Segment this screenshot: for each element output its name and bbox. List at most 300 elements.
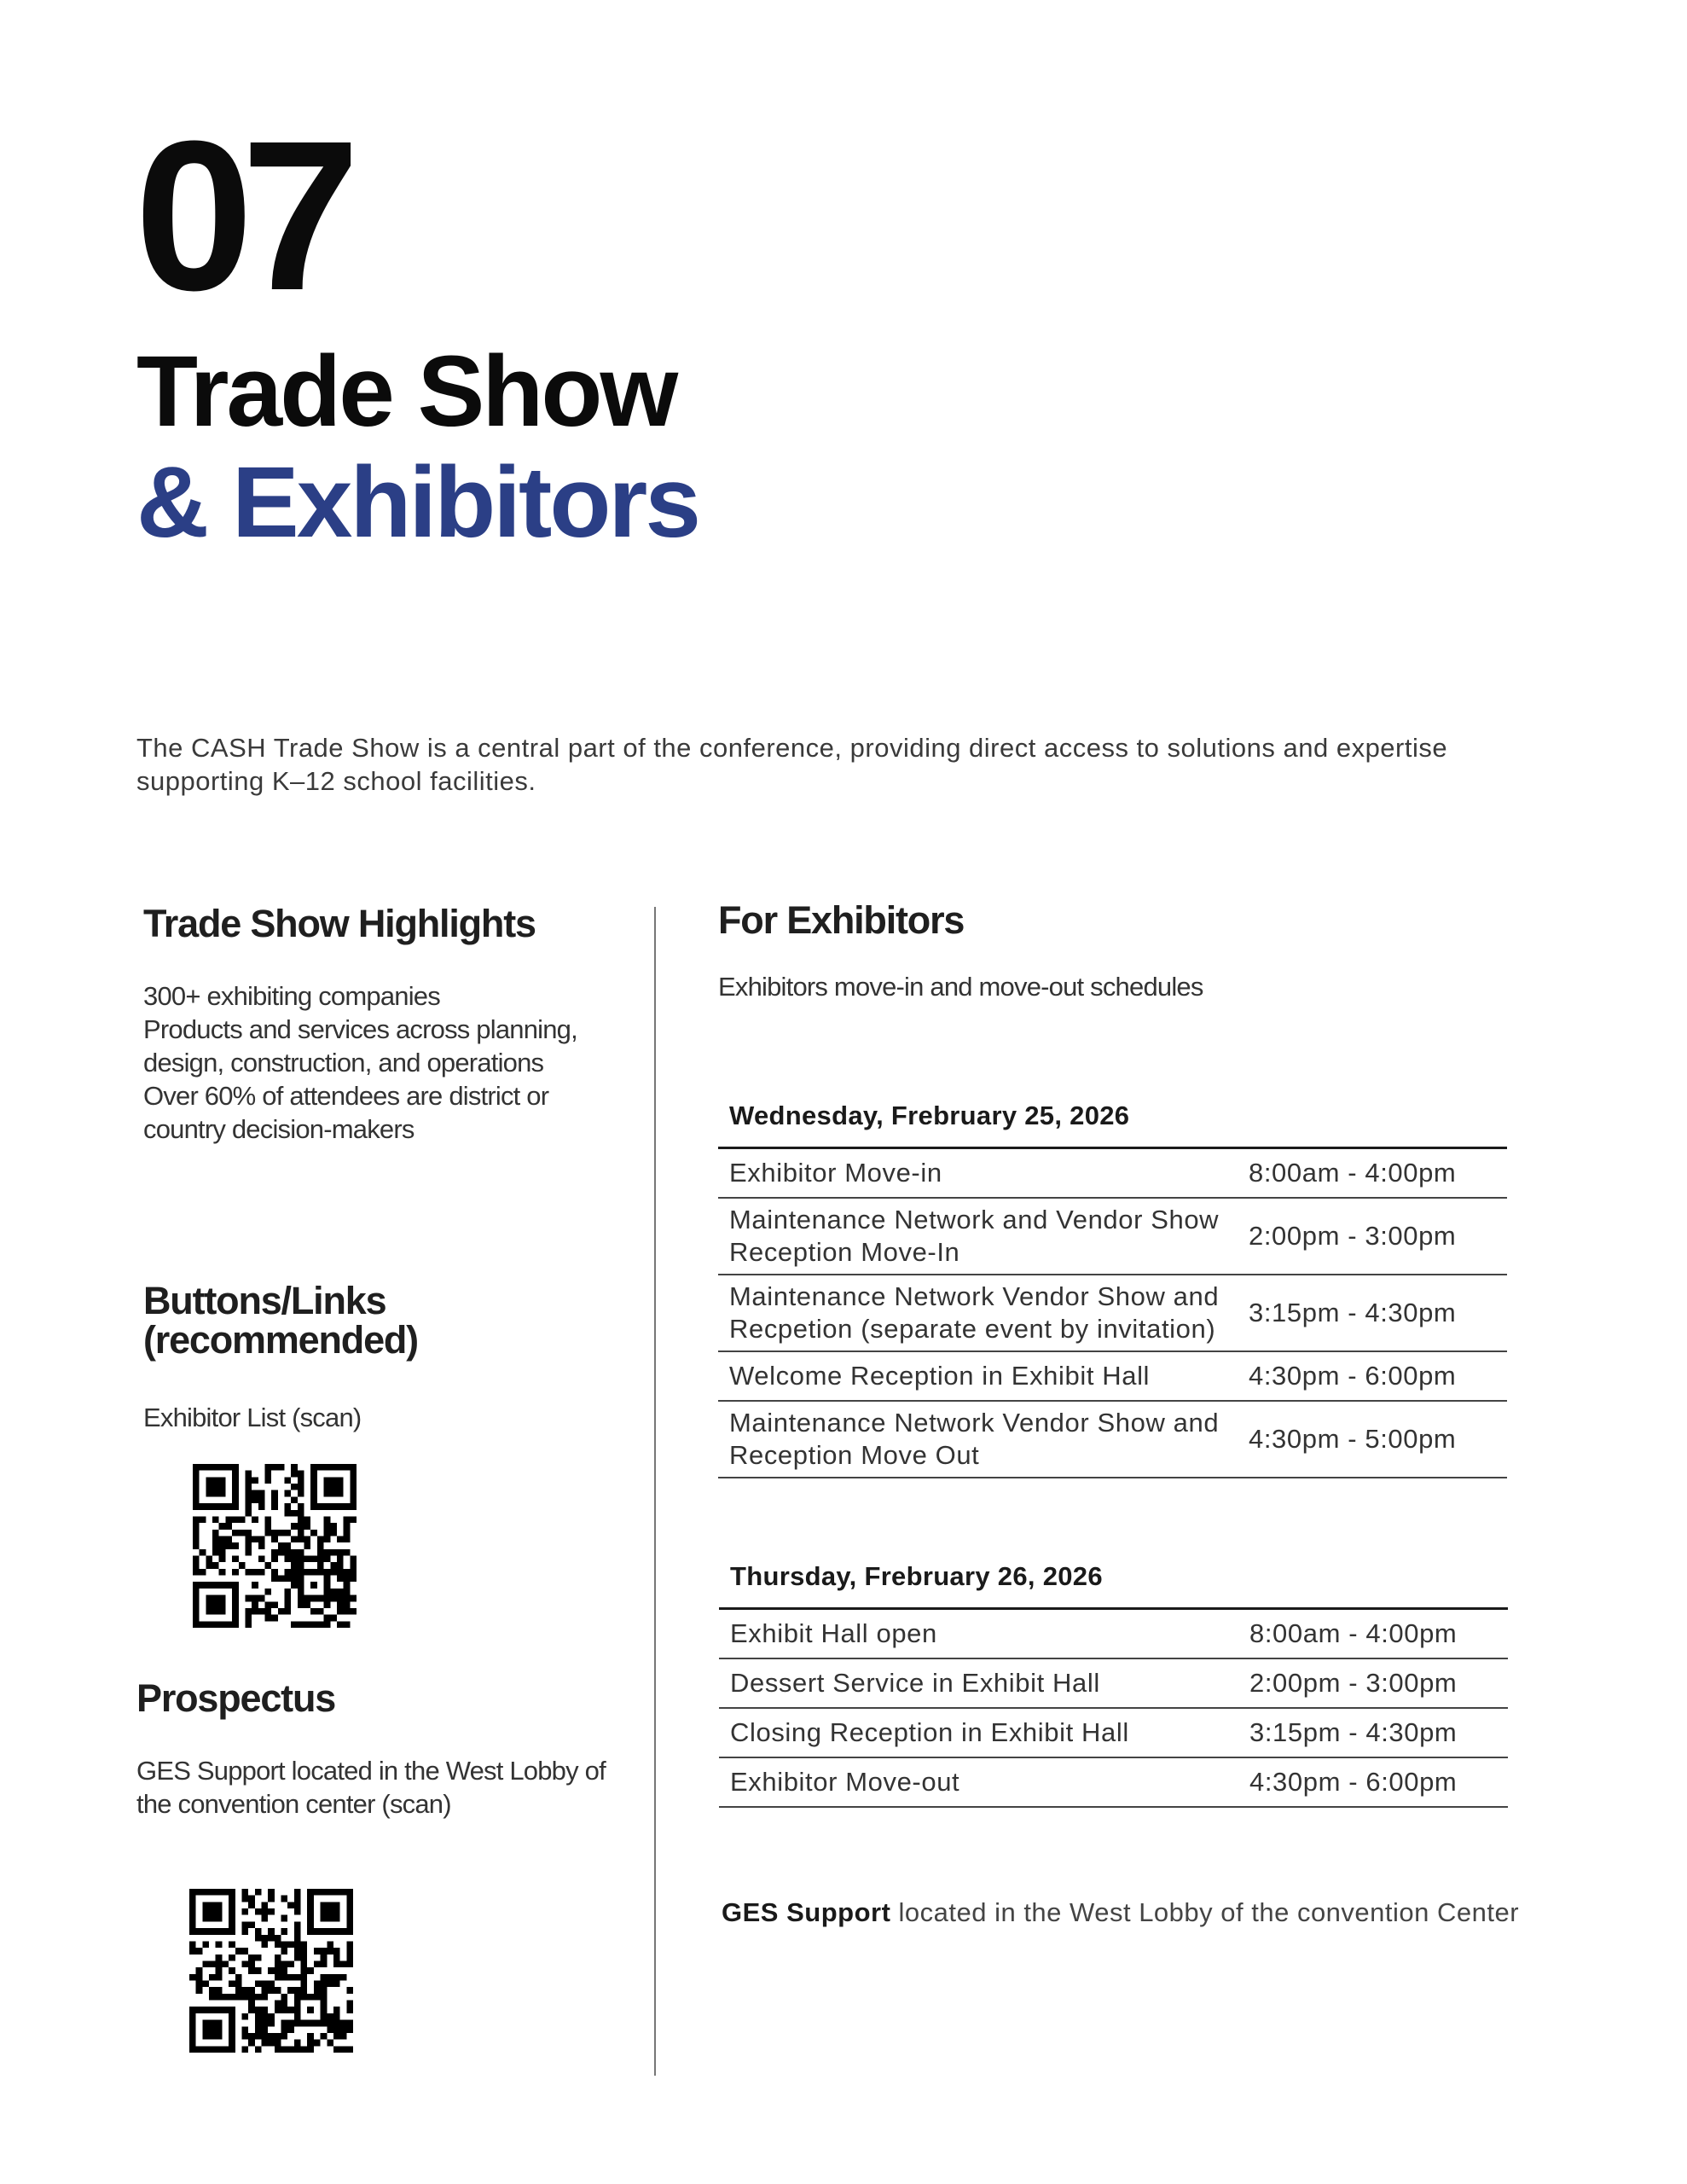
qr-module bbox=[248, 2007, 255, 2013]
qr-module bbox=[291, 1536, 298, 1542]
qr-module bbox=[196, 2007, 203, 2013]
qr-module bbox=[310, 1621, 317, 1628]
qr-module bbox=[202, 1981, 209, 1988]
qr-module bbox=[333, 2046, 340, 2053]
qr-module bbox=[307, 2046, 314, 2053]
qr-module bbox=[337, 1464, 344, 1471]
qr-module bbox=[264, 1589, 271, 1595]
qr-module bbox=[333, 2020, 340, 2027]
qr-module bbox=[294, 2046, 301, 2053]
qr-module bbox=[219, 1621, 226, 1628]
qr-module bbox=[193, 1556, 200, 1563]
qr-module bbox=[232, 1490, 239, 1497]
qr-module bbox=[285, 1490, 292, 1497]
qr-module bbox=[229, 2033, 235, 2040]
qr-module bbox=[346, 2026, 353, 2033]
qr-module bbox=[271, 1601, 278, 1608]
qr-module bbox=[291, 1556, 298, 1563]
qr-module bbox=[264, 1530, 271, 1536]
qr-module bbox=[245, 1595, 252, 1602]
qr-module bbox=[245, 1477, 252, 1484]
qr-module bbox=[245, 1549, 252, 1556]
qr-module bbox=[346, 1889, 353, 1896]
qr-module bbox=[298, 1601, 304, 1608]
qr-module bbox=[346, 2007, 353, 2013]
qr-module bbox=[258, 1569, 265, 1576]
qr-module bbox=[327, 2013, 333, 2020]
qr-module bbox=[245, 1490, 252, 1497]
qr-module bbox=[255, 2033, 262, 2040]
qr-module bbox=[189, 1948, 196, 1955]
qr-module bbox=[219, 1503, 226, 1510]
qr-module bbox=[275, 1941, 281, 1948]
qr-module bbox=[301, 1974, 308, 1981]
qr-module bbox=[304, 1542, 311, 1549]
qr-module bbox=[281, 1948, 288, 1955]
event-cell: Maintenance Network Vendor Show and Recpetion (separate event by invitation) bbox=[718, 1275, 1238, 1351]
qr-module bbox=[344, 1589, 351, 1595]
qr-module bbox=[321, 1948, 328, 1955]
qr-module bbox=[281, 1967, 288, 1974]
qr-module bbox=[294, 1908, 301, 1915]
qr-module bbox=[287, 2046, 294, 2053]
qr-module bbox=[301, 2020, 308, 2027]
qr-module bbox=[285, 1549, 292, 1556]
qr-module bbox=[229, 2020, 235, 2027]
qr-module bbox=[216, 1928, 223, 1935]
qr-module bbox=[189, 1974, 196, 1981]
qr-module bbox=[337, 1601, 344, 1608]
time-cell: 2:00pm - 3:00pm bbox=[1238, 1658, 1508, 1708]
qr-module bbox=[285, 1595, 292, 1602]
qr-module bbox=[307, 1896, 314, 1902]
qr-module bbox=[344, 1464, 351, 1471]
qr-module bbox=[193, 1615, 200, 1622]
qr-module bbox=[209, 2026, 216, 2033]
qr-module bbox=[193, 1464, 200, 1471]
qr-module bbox=[330, 1523, 337, 1530]
event-cell: Exhibitor Move-in bbox=[718, 1148, 1238, 1198]
qr-module bbox=[314, 1889, 321, 1896]
schedule-date-wednesday: Wednesday, Frebruary 25, 2026 bbox=[729, 1101, 1130, 1130]
qr-module bbox=[275, 2040, 281, 2047]
qr-module bbox=[229, 1908, 235, 1915]
time-cell: 2:00pm - 3:00pm bbox=[1238, 1198, 1507, 1275]
qr-module bbox=[232, 1503, 239, 1510]
qr-module bbox=[219, 1477, 226, 1484]
qr-module bbox=[285, 1542, 292, 1549]
time-cell: 4:30pm - 5:00pm bbox=[1238, 1401, 1507, 1478]
qr-module bbox=[255, 1889, 262, 1896]
qr-module bbox=[298, 1510, 304, 1517]
qr-module bbox=[350, 1496, 357, 1503]
qr-module bbox=[206, 1556, 212, 1563]
qr-module bbox=[324, 1621, 331, 1628]
qr-module bbox=[324, 1595, 331, 1602]
qr-module bbox=[337, 1484, 344, 1490]
qr-module bbox=[271, 1549, 278, 1556]
qr-module bbox=[275, 2007, 281, 2013]
qr-module bbox=[344, 1536, 351, 1542]
qr-module bbox=[301, 1981, 308, 1988]
qr-module bbox=[291, 1621, 298, 1628]
qr-module bbox=[310, 1490, 317, 1497]
qr-module bbox=[196, 1889, 203, 1896]
qr-module bbox=[314, 1948, 321, 1955]
qr-module bbox=[219, 1490, 226, 1497]
qr-module bbox=[229, 1896, 235, 1902]
qr-module bbox=[252, 1536, 258, 1542]
qr-module bbox=[229, 1921, 235, 1928]
qr-module bbox=[324, 1601, 331, 1608]
qr-module bbox=[307, 1994, 314, 2001]
qr-module bbox=[264, 1477, 271, 1484]
qr-module bbox=[327, 1902, 333, 1908]
qr-module bbox=[229, 1928, 235, 1935]
qr-module bbox=[298, 1595, 304, 1602]
qr-module bbox=[232, 1516, 239, 1523]
qr-module bbox=[248, 2033, 255, 2040]
qr-module bbox=[317, 1556, 324, 1563]
qr-module bbox=[310, 1556, 317, 1563]
qr-module bbox=[294, 1994, 301, 2001]
qr-module bbox=[310, 1471, 317, 1478]
qr-module bbox=[287, 2020, 294, 2027]
qr-module bbox=[271, 1556, 278, 1563]
qr-module bbox=[285, 1530, 292, 1536]
qr-module bbox=[324, 1615, 331, 1622]
qr-module bbox=[344, 1621, 351, 1628]
qr-module bbox=[193, 1516, 200, 1523]
qr-module bbox=[264, 1464, 271, 1471]
qr-module bbox=[346, 1915, 353, 1922]
qr-module bbox=[222, 1889, 229, 1896]
qr-module bbox=[206, 1601, 212, 1608]
qr-module bbox=[235, 1974, 242, 1981]
qr-module bbox=[189, 1889, 196, 1896]
qr-module bbox=[261, 1987, 268, 1994]
qr-module bbox=[229, 2040, 235, 2047]
qr-module bbox=[196, 1967, 203, 1974]
qr-module bbox=[212, 1536, 219, 1542]
qr-module bbox=[209, 1987, 216, 1994]
qr-module bbox=[344, 1516, 351, 1523]
qr-module bbox=[291, 1510, 298, 1517]
qr-module bbox=[327, 1889, 333, 1896]
event-cell: Exhibit Hall open bbox=[719, 1609, 1238, 1658]
column-divider bbox=[654, 907, 656, 2076]
qr-module bbox=[268, 1896, 275, 1902]
qr-module bbox=[225, 1582, 232, 1589]
qr-module bbox=[202, 2046, 209, 2053]
qr-module bbox=[307, 1902, 314, 1908]
qr-module bbox=[346, 1921, 353, 1928]
time-cell: 3:15pm - 4:30pm bbox=[1238, 1708, 1508, 1757]
qr-module bbox=[206, 1490, 212, 1497]
qr-module bbox=[330, 1549, 337, 1556]
qr-module bbox=[232, 1601, 239, 1608]
qr-module bbox=[212, 1549, 219, 1556]
qr-module bbox=[327, 1928, 333, 1935]
qr-module bbox=[189, 1902, 196, 1908]
qr-module bbox=[275, 2033, 281, 2040]
qr-module bbox=[275, 1987, 281, 1994]
schedule-date-thursday: Thursday, Frebruary 26, 2026 bbox=[730, 1561, 1103, 1591]
qr-module bbox=[229, 1994, 235, 2001]
qr-module bbox=[229, 2026, 235, 2033]
qr-module bbox=[294, 1974, 301, 1981]
qr-module bbox=[229, 1955, 235, 1961]
qr-module bbox=[225, 1464, 232, 1471]
qr-module bbox=[258, 1542, 265, 1549]
qr-module bbox=[291, 1582, 298, 1589]
qr-module bbox=[291, 1576, 298, 1583]
ges-support-label: GES Support bbox=[722, 1897, 891, 1927]
qr-module bbox=[321, 2007, 328, 2013]
qr-module bbox=[202, 1915, 209, 1922]
qr-module bbox=[287, 1941, 294, 1948]
qr-module bbox=[350, 1595, 357, 1602]
qr-module bbox=[222, 1960, 229, 1967]
qr-module bbox=[340, 2020, 347, 2027]
qr-module bbox=[193, 1536, 200, 1542]
qr-module bbox=[324, 1503, 331, 1510]
qr-module bbox=[229, 1941, 235, 1948]
qr-module bbox=[291, 1496, 298, 1503]
qr-module bbox=[291, 1471, 298, 1478]
qr-module bbox=[200, 1549, 206, 1556]
qr-module bbox=[189, 1928, 196, 1935]
qr-module bbox=[193, 1542, 200, 1549]
qr-module bbox=[232, 1582, 239, 1589]
qr-module bbox=[346, 1941, 353, 1948]
qr-module bbox=[324, 1477, 331, 1484]
qr-module bbox=[344, 1549, 351, 1556]
qr-module bbox=[301, 1987, 308, 1994]
qr-module bbox=[330, 1615, 337, 1622]
qr-module bbox=[344, 1576, 351, 1583]
qr-module bbox=[245, 1484, 252, 1490]
qr-module bbox=[202, 1941, 209, 1948]
qr-module bbox=[307, 1908, 314, 1915]
qr-module bbox=[209, 1974, 216, 1981]
qr-module bbox=[216, 1902, 223, 1908]
qr-module bbox=[333, 1908, 340, 1915]
qr-module bbox=[324, 1530, 331, 1536]
qr-module bbox=[219, 1523, 226, 1530]
qr-module bbox=[235, 1994, 242, 2001]
qr-module bbox=[340, 1928, 347, 1935]
qr-module bbox=[209, 2020, 216, 2027]
qr-module bbox=[219, 1608, 226, 1615]
qr-module bbox=[281, 2001, 288, 2007]
table-row bbox=[719, 1757, 1508, 1807]
qr-module bbox=[189, 2040, 196, 2047]
qr-module bbox=[225, 1542, 232, 1549]
qr-module bbox=[346, 1955, 353, 1961]
qr-module bbox=[248, 1921, 255, 1928]
qr-module bbox=[324, 1576, 331, 1583]
qr-module bbox=[287, 1960, 294, 1967]
qr-module bbox=[212, 1542, 219, 1549]
qr-module bbox=[321, 1915, 328, 1922]
qr-module bbox=[301, 1967, 308, 1974]
qr-module bbox=[307, 2007, 314, 2013]
qr-module bbox=[261, 1935, 268, 1942]
qr-module bbox=[245, 1471, 252, 1478]
qr-module bbox=[317, 1464, 324, 1471]
qr-module bbox=[209, 2033, 216, 2040]
qr-module bbox=[350, 1477, 357, 1484]
qr-module bbox=[317, 1536, 324, 1542]
event-cell: Dessert Service in Exhibit Hall bbox=[719, 1658, 1238, 1708]
qr-module bbox=[202, 1928, 209, 1935]
qr-module bbox=[278, 1530, 285, 1536]
qr-module bbox=[330, 1464, 337, 1471]
qr-module bbox=[275, 1974, 281, 1981]
qr-module bbox=[281, 1915, 288, 1922]
qr-module bbox=[307, 1889, 314, 1896]
qr-module bbox=[212, 1595, 219, 1602]
qr-module bbox=[193, 1471, 200, 1478]
qr-module bbox=[189, 2026, 196, 2033]
qr-module bbox=[219, 1556, 226, 1563]
for-exhibitors-subheading: Exhibitors move-in and move-out schedules bbox=[718, 972, 1203, 1002]
qr-module bbox=[304, 1601, 311, 1608]
qr-module bbox=[241, 2026, 248, 2033]
qr-module bbox=[245, 1608, 252, 1615]
qr-module bbox=[350, 1516, 357, 1523]
qr-module bbox=[281, 2020, 288, 2027]
qr-module bbox=[344, 1523, 351, 1530]
qr-module bbox=[287, 2026, 294, 2033]
table-row bbox=[718, 1198, 1507, 1275]
qr-module bbox=[222, 1994, 229, 2001]
qr-module bbox=[310, 1608, 317, 1615]
qr-module bbox=[344, 1569, 351, 1576]
qr-module bbox=[330, 1484, 337, 1490]
qr-module bbox=[241, 1889, 248, 1896]
qr-module bbox=[229, 1915, 235, 1922]
qr-module bbox=[239, 1562, 246, 1569]
qr-module bbox=[314, 1987, 321, 1994]
qr-module bbox=[291, 1569, 298, 1576]
qr-module bbox=[307, 1921, 314, 1928]
qr-module bbox=[268, 1935, 275, 1942]
qr-module bbox=[278, 1549, 285, 1556]
qr-module bbox=[350, 1503, 357, 1510]
qr-module bbox=[209, 1915, 216, 1922]
qr-module bbox=[212, 1530, 219, 1536]
qr-module bbox=[327, 1941, 333, 1948]
qr-module bbox=[294, 2001, 301, 2007]
qr-module bbox=[189, 1941, 196, 1948]
qr-module bbox=[321, 2001, 328, 2007]
qr-module bbox=[225, 1536, 232, 1542]
qr-module bbox=[281, 2033, 288, 2040]
qr-module bbox=[301, 2046, 308, 2053]
qr-module bbox=[346, 1896, 353, 1902]
qr-module bbox=[232, 1542, 239, 1549]
time-cell: 3:15pm - 4:30pm bbox=[1238, 1275, 1507, 1351]
exhibitor-list-qr-code[interactable] bbox=[193, 1464, 357, 1628]
qr-module bbox=[209, 2046, 216, 2053]
qr-module bbox=[337, 1621, 344, 1628]
qr-module bbox=[232, 1615, 239, 1622]
qr-module bbox=[337, 1536, 344, 1542]
qr-module bbox=[344, 1582, 351, 1589]
qr-module bbox=[232, 1569, 239, 1576]
qr-module bbox=[337, 1562, 344, 1569]
qr-module bbox=[200, 1569, 206, 1576]
qr-module bbox=[216, 2026, 223, 2033]
qr-module bbox=[196, 1987, 203, 1994]
qr-module bbox=[252, 1496, 258, 1503]
qr-module bbox=[196, 2046, 203, 2053]
qr-module bbox=[212, 1621, 219, 1628]
qr-module bbox=[258, 1503, 265, 1510]
qr-module bbox=[222, 2007, 229, 2013]
qr-module bbox=[261, 2040, 268, 2047]
qr-module bbox=[281, 2026, 288, 2033]
qr-module bbox=[294, 2040, 301, 2047]
qr-module bbox=[193, 1589, 200, 1595]
qr-module bbox=[239, 1530, 246, 1536]
qr-module bbox=[350, 1556, 357, 1563]
qr-module bbox=[304, 1569, 311, 1576]
qr-module bbox=[298, 1589, 304, 1595]
qr-module bbox=[216, 1908, 223, 1915]
qr-module bbox=[285, 1556, 292, 1563]
ges-support-note bbox=[722, 1896, 1523, 1929]
qr-module bbox=[324, 1484, 331, 1490]
table-row bbox=[718, 1148, 1507, 1198]
qr-module bbox=[294, 1921, 301, 1928]
qr-module bbox=[294, 1928, 301, 1935]
qr-module bbox=[310, 1503, 317, 1510]
qr-module bbox=[193, 1562, 200, 1569]
qr-module bbox=[245, 1530, 252, 1536]
event-cell: Maintenance Network Vendor Show and Reception Move Out bbox=[718, 1401, 1238, 1478]
qr-module bbox=[310, 1582, 317, 1589]
qr-module bbox=[241, 1960, 248, 1967]
qr-module bbox=[264, 1516, 271, 1523]
qr-module bbox=[285, 1510, 292, 1517]
chapter-number: 07 bbox=[135, 96, 349, 334]
prospectus-qr-code[interactable] bbox=[189, 1889, 353, 2053]
time-cell: 4:30pm - 6:00pm bbox=[1238, 1351, 1507, 1401]
qr-module bbox=[321, 1908, 328, 1915]
qr-module bbox=[321, 1974, 328, 1981]
qr-module bbox=[275, 1955, 281, 1961]
qr-module bbox=[235, 1948, 242, 1955]
qr-module bbox=[285, 1576, 292, 1583]
page-title-line2: & Exhibitors bbox=[136, 446, 699, 559]
qr-module bbox=[196, 1928, 203, 1935]
event-cell: Maintenance Network and Vendor Show Reception Move-In bbox=[718, 1198, 1238, 1275]
qr-module bbox=[327, 2026, 333, 2033]
qr-module bbox=[350, 1484, 357, 1490]
event-cell: Closing Reception in Exhibit Hall bbox=[719, 1708, 1238, 1757]
qr-module bbox=[317, 1569, 324, 1576]
qr-module bbox=[255, 1955, 262, 1961]
qr-module bbox=[193, 1608, 200, 1615]
qr-module bbox=[346, 2001, 353, 2007]
qr-module bbox=[261, 2013, 268, 2020]
qr-module bbox=[209, 1908, 216, 1915]
qr-module bbox=[258, 1536, 265, 1542]
qr-module bbox=[229, 1889, 235, 1896]
